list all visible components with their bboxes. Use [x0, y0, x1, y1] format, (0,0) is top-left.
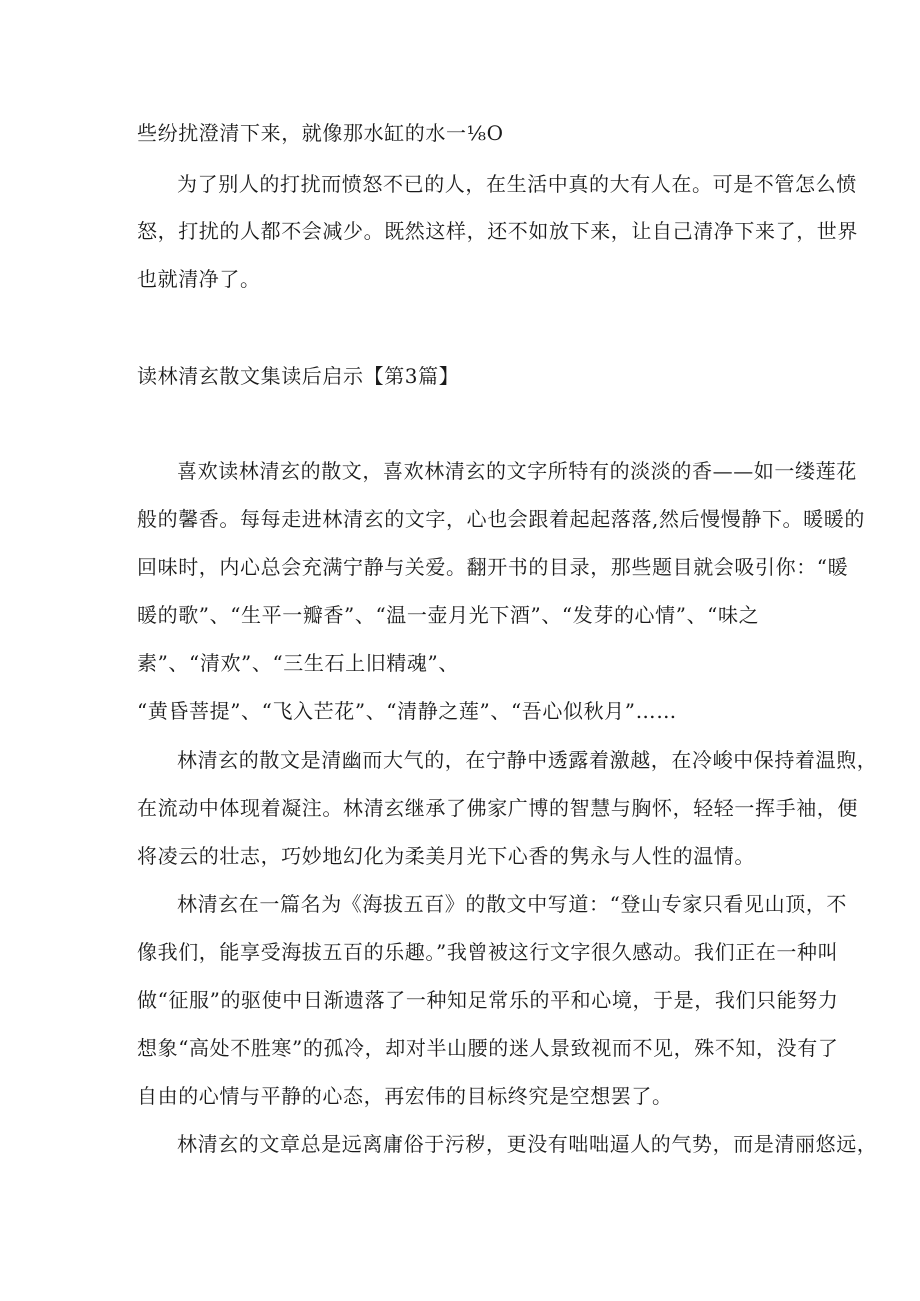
- paragraph-1-line-2: 怒，打扰的人都不会减少。既然这样，还不如放下来，让自己清净下来了，世界: [137, 219, 858, 243]
- paragraph-4-line-1: 林清玄在一篇名为《海拔五百》的散文中写道：“登山专家只看见山顶，不: [177, 892, 848, 916]
- paragraph-3-line-1: 林清玄的散文是清幽而大气的，在宁静中透露着激越，在冷峻中保持着温煦，: [177, 748, 878, 772]
- paragraph-4-line-2: 像我们，能享受海拔五百的乐趣。”我曾被这行文字很久感动。我们正在一种叫: [137, 940, 839, 964]
- paragraph-4-line-4: 想象“高处不胜寒”的孤冷，却对半山腰的迷人景致视而不见，殊不知，没有了: [137, 1036, 839, 1060]
- paragraph-4-line-3: 做“征服”的驱使中日渐遗落了一种知足常乐的平和心境，于是，我们只能努力: [137, 988, 839, 1012]
- paragraph-2-line-4: 暖的歌”、“生平一瓣香”、“温一壶月光下酒”、“发芽的心情”、“味之: [137, 603, 760, 627]
- paragraph-2-line-1: 喜欢读林清玄的散文，喜欢林清玄的文字所特有的淡淡的香——如一缕莲花: [177, 459, 857, 483]
- paragraph-2-line-6: “黄昏菩提”、“飞入芒花”、“清静之莲”、“吾心似秋月”……: [137, 699, 677, 723]
- paragraph-3-line-2: 在流动中体现着凝注。林清玄继承了佛家广博的智慧与胸怀，轻轻一挥手袖，便: [137, 796, 858, 820]
- continuation-line-1: 些纷扰澄清下来，就像那水缸的水一⅛O: [137, 121, 504, 145]
- paragraph-2-line-2: 般的馨香。每每走进林清玄的文字，心也会跟着起起落落,然后慢慢静下。暖暖的: [137, 507, 865, 531]
- paragraph-3-line-3: 将凌云的壮志，巧妙地幻化为柔美月光下心香的隽永与人性的温情。: [137, 844, 755, 868]
- paragraph-1-line-1: 为了别人的打扰而愤怒不已的人，在生活中真的大有人在。可是不管怎么愤: [177, 172, 857, 196]
- paragraph-5-line-1: 林清玄的文章总是远离庸俗于污秽，更没有咄咄逼人的气势，而是清丽悠远，: [177, 1132, 878, 1156]
- paragraph-4-line-5: 自由的心情与平静的心态，再宏伟的目标终究是空想罢了。: [137, 1084, 673, 1108]
- paragraph-2-line-3: 回味时，内心总会充满宁静与关爱。翻开书的目录，那些题目就会吸引你：“暖: [137, 555, 849, 579]
- section-heading: 读林清玄散文集读后启示【第3篇】: [137, 364, 460, 388]
- paragraph-1-line-3: 也就清净了。: [137, 267, 261, 291]
- paragraph-2-line-5: 素”、“清欢”、“三生石上旧精魂”、: [137, 651, 459, 675]
